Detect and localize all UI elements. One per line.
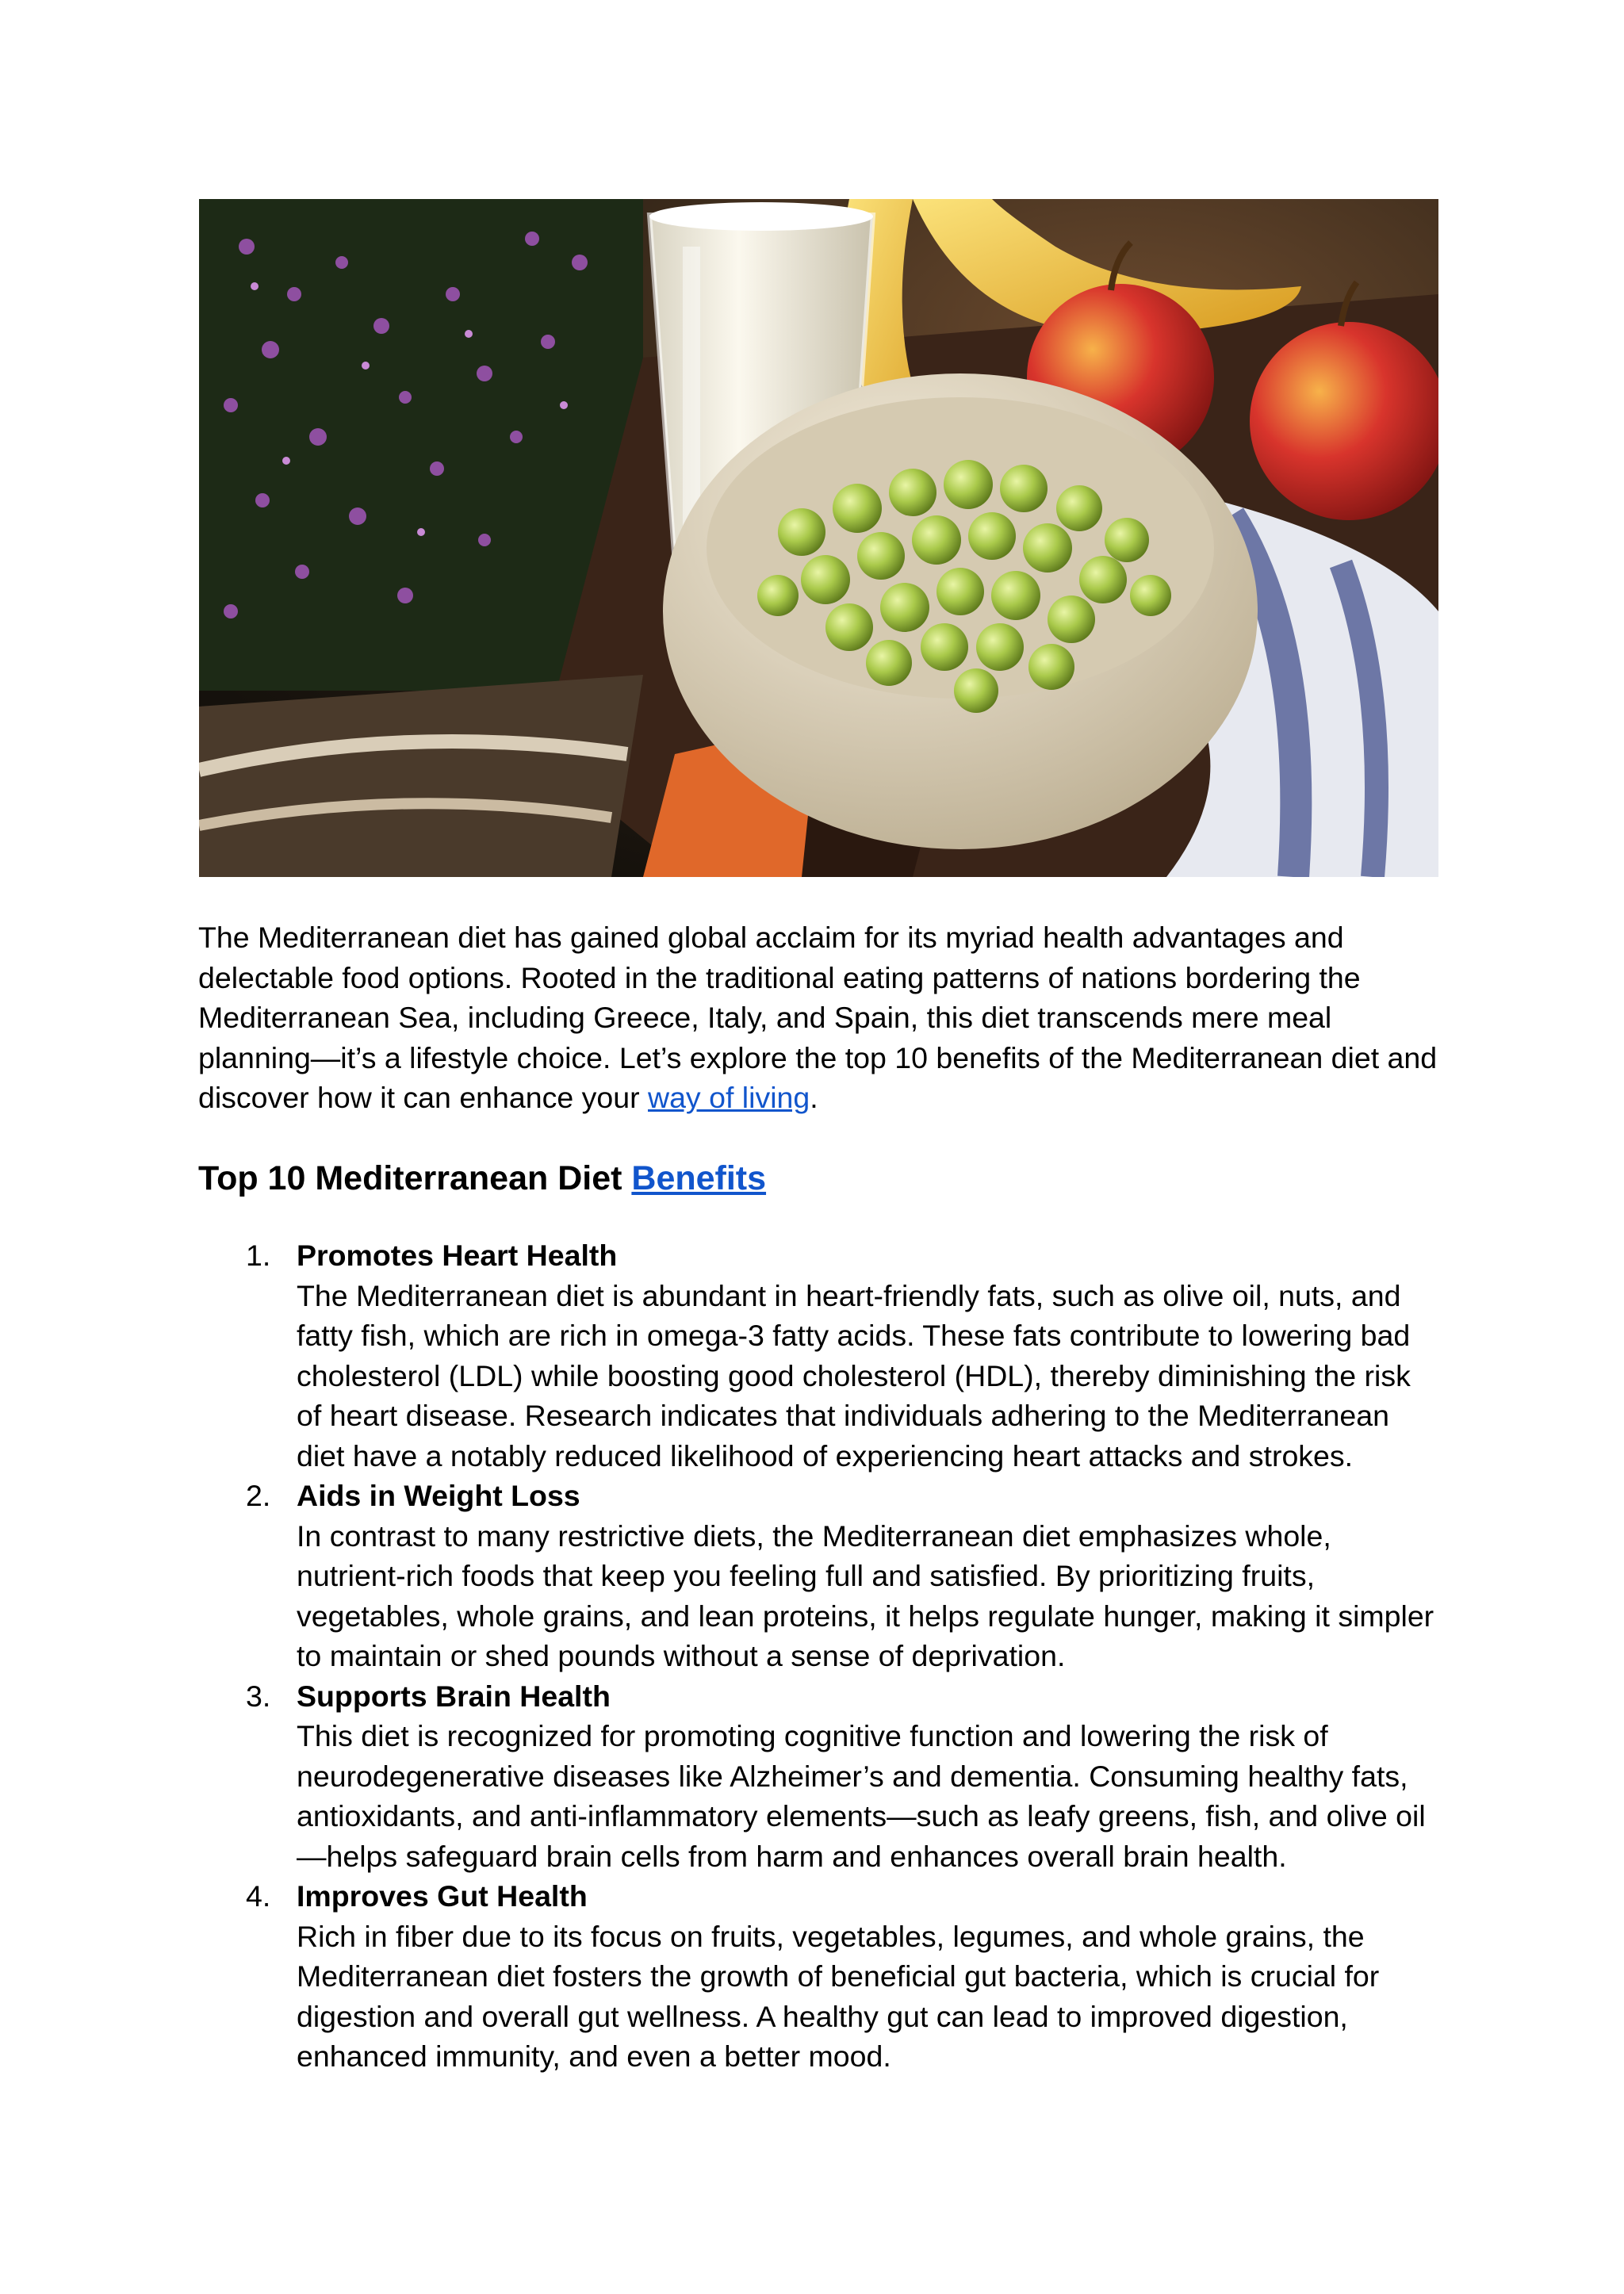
benefit-text: This diet is recognized for promoting cognitive function and lowering the risk of neurodegenerative diseases like Alzheimer’s and dementia. Consuming healthy fats, antioxidants, and anti-inflammatory elements—such as leafy greens, fish, and olive oil—helps safeguard brain cells from harm and enhances overall brain health.: [297, 1719, 1426, 1873]
benefits-link[interactable]: Benefits: [631, 1159, 767, 1197]
food-photo-icon: [199, 199, 1438, 877]
intro-period: .: [810, 1081, 818, 1114]
list-item: [198, 1476, 1439, 1676]
heading-text: Top 10 Mediterranean Diet: [198, 1159, 632, 1197]
benefits-list: [198, 1235, 1439, 2077]
list-item: [198, 1235, 1439, 1476]
list-number: 3.: [246, 1679, 271, 1713]
benefit-title: Improves Gut Health: [297, 1879, 588, 1913]
grape-bowl: [663, 373, 1258, 849]
way-of-living-link[interactable]: way of living: [648, 1081, 810, 1114]
list-number: 2.: [246, 1479, 271, 1512]
list-number: 4.: [246, 1879, 271, 1913]
benefit-title: Supports Brain Health: [297, 1679, 611, 1713]
hero-image: [199, 199, 1438, 877]
benefit-text: Rich in fiber due to its focus on fruits, vegetables, legumes, and whole grains, the Mediterranean diet fosters the growth of beneficial gut bacteria, which is crucial for digestion and overall gut wellness. A healthy gut can lead to improved digestion, enhanced immunity, and even a better mood.: [297, 1919, 1380, 2073]
intro-text: The Mediterranean diet has gained global acclaim for its myriad health advantages and delectable food options. Rooted in the traditional eating patterns of nations bordering the Mediterranean Sea, including Greece, Italy, and Spain, this diet transcends mere meal planning—it’s a lifestyle choice. Let’s explore the top 10 benefits of the Mediterranean diet and discover how it can enhance your: [198, 921, 1438, 1114]
intro-paragraph: [198, 917, 1439, 1118]
section-heading: [198, 1156, 1439, 1201]
benefit-text: In contrast to many restrictive diets, the Mediterranean diet emphasizes whole, nutrient-rich foods that keep you feeling full and satisfied. By prioritizing fruits, vegetables, whole grains, and lean proteins, it helps regulate hunger, making it simpler to maintain or shed pounds without a sense of deprivation.: [297, 1518, 1434, 1672]
benefit-title: Aids in Weight Loss: [297, 1479, 580, 1512]
benefit-text: The Mediterranean diet is abundant in heart-friendly fats, such as olive oil, nuts, and fatty fish, which are rich in omega-3 fatty acids. These fats contribute to lowering bad cholesterol (LDL) while boosting good cholesterol (HDL), thereby diminishing the risk of heart disease. Research indicates that individuals adhering to the Mediterranean diet have a notably reduced likelihood of experiencing heart attacks and strokes.: [297, 1278, 1411, 1473]
benefit-title: Promotes Heart Health: [297, 1239, 618, 1272]
list-number: 1.: [246, 1239, 271, 1272]
list-item: [198, 1676, 1439, 1877]
list-item: [198, 1876, 1439, 2077]
